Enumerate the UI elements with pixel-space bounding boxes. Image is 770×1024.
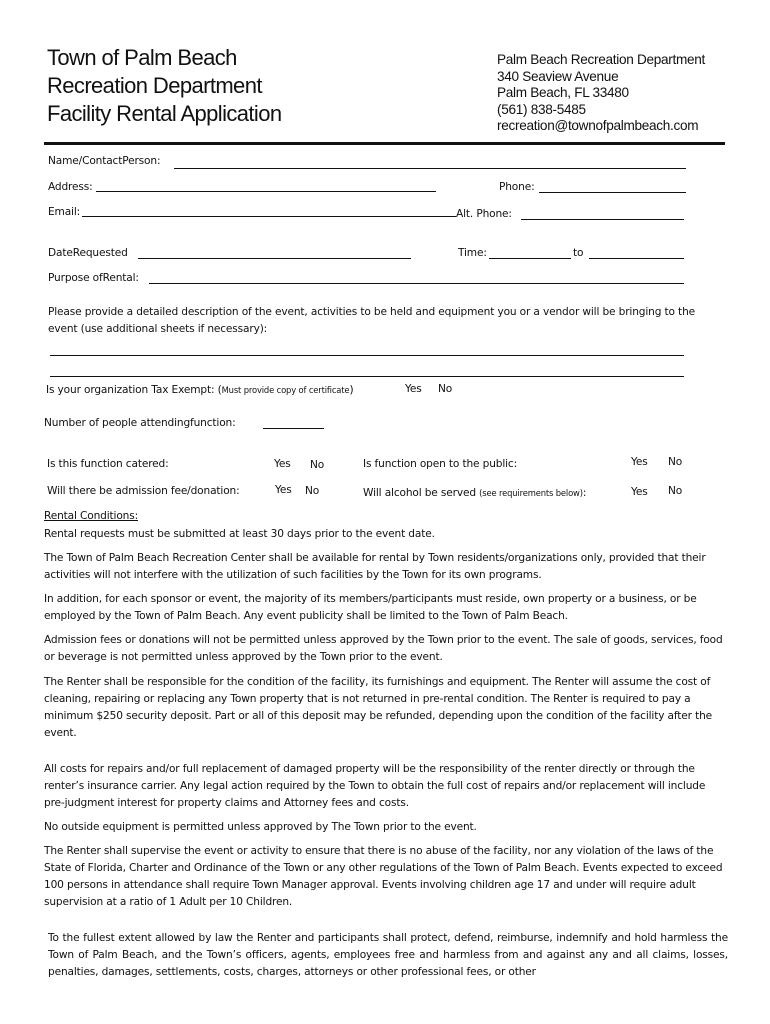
form-title [47, 44, 281, 128]
department-email: recreation@townofpalmbeach.com [497, 118, 699, 134]
condition-paragraph-6: All costs for repairs and/or full replacement of damaged property will be the responsibility of the renter directly or through the renter’s insurance carrier. Any legal action required by the Town to obtain the full cost of repairs and/or replacement will include pre-judgment interest for property claims and Attorney fees and costs. [44, 763, 706, 809]
department-contact-block [497, 52, 705, 135]
admission-no[interactable]: No [305, 485, 320, 497]
tax-exempt-yes[interactable]: Yes [405, 383, 422, 395]
open-public-yes[interactable]: Yes [631, 456, 648, 468]
condition-paragraph-8: The Renter shall supervise the event or activity to ensure that there is no abuse of the facility, nor any violation of the laws of the State of Florida, Charter and Ordinance of the Town or any other regulations of the Town of Palm Beach. Events expected to exceed 100 persons in attendance shall require Town Manager approval. Events involving children age 17 and under will require adult supervision at a ratio of 1 Adult per 10 Children. [44, 845, 723, 908]
alcohol-label: Will alcohol be served [363, 487, 476, 499]
condition-paragraph-9: To the fullest extent allowed by law the Renter and participants shall protect, defend, reimburse, indemnify and hold harmless the Town of Palm Beach, and the Town’s officers, agents, employees free and harmless from and against any and all claims, losses, penalties, damages, settlements, costs, charges, attorneys or other professional fees, or other [48, 932, 728, 978]
purpose-label: Purpose ofRental: [48, 272, 139, 284]
condition-paragraph-5: The Renter shall be responsible for the condition of the facility, its furnishings and equipment. The Renter will assume the cost of cleaning, repairing or replacing any Town property that is not returned in pre-rental condition. The Renter is required to pay a minimum $250 security deposit. Part or all of this deposit may be refunded, depending upon the condition of the facility after the event. [44, 676, 713, 739]
phone-label: Phone: [499, 181, 535, 193]
title-line-1: Town of Palm Beach [47, 45, 237, 70]
condition-paragraph-7: No outside equipment is permitted unless approved by The Town prior to the event. [44, 821, 477, 833]
title-line-2: Recreation Department [47, 73, 262, 98]
conditions-heading: Rental Conditions: [44, 510, 139, 522]
time-to-label: to [573, 247, 584, 259]
attending-label: Number of people attendingfunction: [44, 417, 236, 429]
catered-yes[interactable]: Yes [274, 458, 291, 470]
alt-phone-label: Alt. Phone: [456, 208, 512, 220]
alcohol-question [363, 485, 586, 502]
title-line-3: Facility Rental Application [47, 101, 282, 126]
department-street: 340 Seaview Avenue [497, 68, 619, 84]
alcohol-yes[interactable]: Yes [631, 486, 648, 498]
time-label: Time: [458, 247, 487, 259]
department-phone: (561) 838-5485 [497, 101, 586, 117]
alcohol-colon: : [582, 487, 587, 499]
tax-exempt-label: Is your organization Tax Exempt: ( [46, 384, 222, 396]
description-line-2[interactable] [50, 376, 684, 377]
catered-no[interactable]: No [310, 459, 325, 471]
tax-exempt-close: ) [349, 384, 354, 396]
date-requested-field[interactable] [138, 258, 411, 259]
alt-phone-field[interactable] [521, 219, 684, 220]
condition-paragraph-4: Admission fees or donations will not be permitted unless approved by the Town prior to the event. The sale of goods, services, food or beverage is not permitted unless approved by the Town prior to the event. [44, 634, 723, 663]
catered-label: Is this function catered: [47, 458, 169, 470]
email-field[interactable] [82, 216, 456, 217]
address-label: Address: [48, 181, 93, 193]
address-field[interactable] [96, 191, 436, 192]
name-field[interactable] [174, 168, 686, 169]
admission-label: Will there be admission fee/donation: [47, 485, 240, 497]
date-requested-label: DateRequested [48, 247, 128, 259]
header-divider [44, 142, 725, 145]
phone-field[interactable] [539, 192, 686, 193]
tax-exempt-no[interactable]: No [438, 383, 453, 395]
open-public-label: Is function open to the public: [363, 458, 518, 470]
purpose-field[interactable] [149, 283, 684, 284]
description-prompt: Please provide a detailed description of the event, activities to be held and equipment you or a vendor will be bringing to the event (use additional sheets if necessary): [48, 306, 695, 335]
description-line-1[interactable] [50, 355, 684, 356]
alcohol-note: (see requirements below) [479, 488, 583, 498]
time-start-field[interactable] [489, 258, 571, 259]
open-public-no[interactable]: No [668, 456, 683, 468]
tax-exempt-note: Must provide copy of certificate [221, 385, 350, 395]
email-label: Email: [48, 206, 81, 218]
condition-paragraph-3: In addition, for each sponsor or event, the majority of its members/participants must reside, own property or a business, or be employed by the Town of Palm Beach. Any event publicity shall be limited to the Town of Palm Beach. [44, 593, 697, 622]
condition-paragraph-2: The Town of Palm Beach Recreation Center shall be available for rental by Town residents/organizations only, provided that their activities will not interfere with the utilization of such facilities by the Town for its own programs. [44, 552, 706, 581]
department-name: Palm Beach Recreation Department [497, 52, 706, 67]
tax-exempt-question [46, 382, 353, 399]
time-end-field[interactable] [589, 258, 684, 259]
attending-field[interactable] [263, 428, 324, 429]
admission-yes[interactable]: Yes [275, 484, 292, 496]
name-label: Name/ContactPerson: [48, 155, 161, 167]
condition-paragraph-1: Rental requests must be submitted at least 30 days prior to the event date. [44, 528, 435, 540]
alcohol-no[interactable]: No [668, 485, 683, 497]
department-city: Palm Beach, FL 33480 [497, 85, 629, 101]
